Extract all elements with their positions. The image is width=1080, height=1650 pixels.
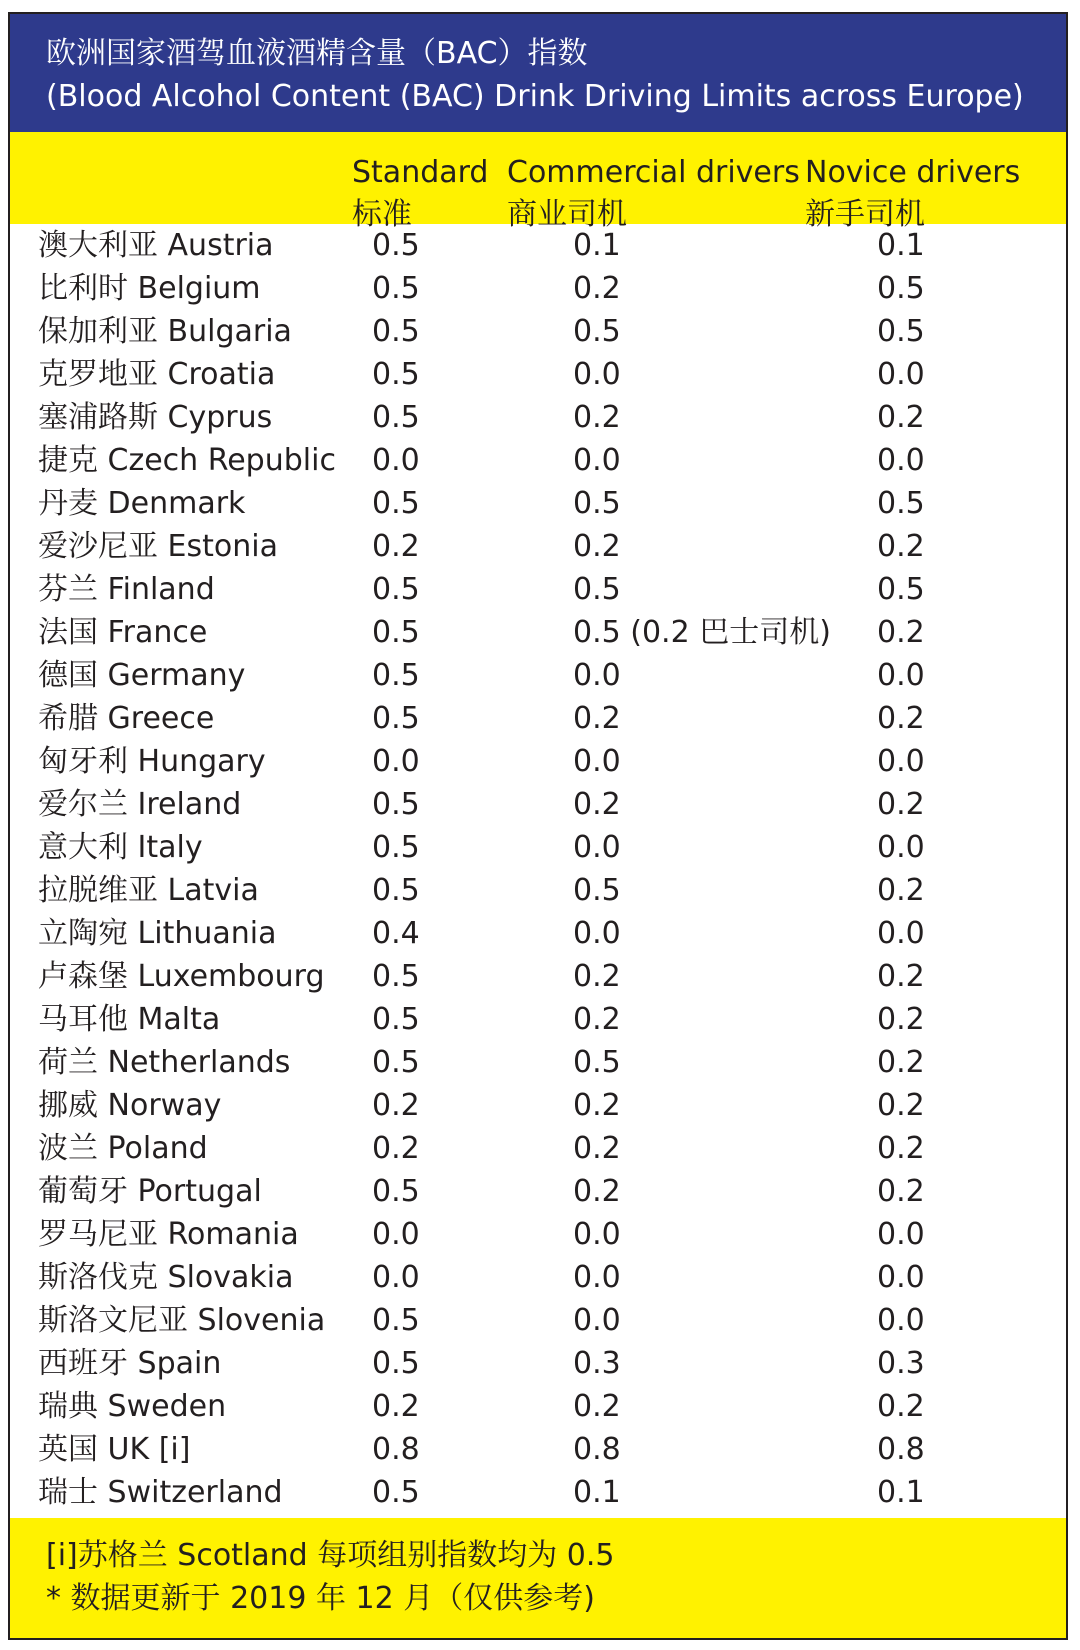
novice-cell: 0.0 bbox=[877, 744, 925, 779]
standard-cell: 0.2 bbox=[372, 1389, 420, 1424]
country-cell: 荷兰 Netherlands bbox=[38, 1045, 291, 1080]
country-cell: 斯洛文尼亚 Slovenia bbox=[38, 1303, 326, 1338]
standard-cell: 0.0 bbox=[372, 1217, 420, 1252]
commercial-cell: 0.5 bbox=[573, 1045, 621, 1080]
standard-cell: 0.5 bbox=[372, 271, 420, 306]
country-cell: 瑞典 Sweden bbox=[38, 1389, 227, 1424]
novice-cell: 0.2 bbox=[877, 400, 925, 435]
standard-cell: 0.5 bbox=[372, 1346, 420, 1381]
standard-cell: 0.5 bbox=[372, 787, 420, 822]
novice-cell: 0.5 bbox=[877, 572, 925, 607]
bac-table-card bbox=[8, 12, 1068, 1640]
commercial-cell: 0.0 bbox=[573, 357, 621, 392]
novice-cell: 0.5 bbox=[877, 271, 925, 306]
commercial-cell: 0.2 bbox=[573, 1002, 621, 1037]
country-cell: 瑞士 Switzerland bbox=[38, 1475, 283, 1510]
standard-cell: 0.5 bbox=[372, 400, 420, 435]
standard-cell: 0.5 bbox=[372, 873, 420, 908]
standard-cell: 0.0 bbox=[372, 744, 420, 779]
country-cell: 英国 UK [i] bbox=[38, 1432, 191, 1467]
table-row bbox=[10, 1256, 1066, 1299]
standard-cell: 0.5 bbox=[372, 615, 420, 650]
country-cell: 澳大利亚 Austria bbox=[38, 228, 274, 263]
novice-cell: 0.0 bbox=[877, 1260, 925, 1295]
country-cell: 芬兰 Finland bbox=[38, 572, 215, 607]
novice-cell: 0.3 bbox=[877, 1346, 925, 1381]
title-chinese: 欧洲国家酒驾血液酒精含量（BAC）指数 bbox=[46, 36, 588, 71]
standard-cell: 0.5 bbox=[372, 486, 420, 521]
table-row bbox=[10, 353, 1066, 396]
country-cell: 克罗地亚 Croatia bbox=[38, 357, 276, 392]
standard-cell: 0.5 bbox=[372, 357, 420, 392]
novice-cell: 0.2 bbox=[877, 701, 925, 736]
country-cell: 意大利 Italy bbox=[38, 830, 203, 865]
novice-cell: 0.0 bbox=[877, 1217, 925, 1252]
commercial-cell: 0.2 bbox=[573, 1088, 621, 1123]
column-header-commercial-zh: 商业司机 bbox=[507, 197, 627, 232]
table-row bbox=[10, 654, 1066, 697]
standard-cell: 0.2 bbox=[372, 1131, 420, 1166]
country-cell: 西班牙 Spain bbox=[38, 1346, 222, 1381]
commercial-cell: 0.5 bbox=[573, 314, 621, 349]
column-header-standard-en: Standard bbox=[352, 155, 489, 190]
table-row bbox=[10, 1041, 1066, 1084]
commercial-cell: 0.2 bbox=[573, 271, 621, 306]
table-row bbox=[10, 611, 1066, 654]
standard-cell: 0.0 bbox=[372, 443, 420, 478]
novice-cell: 0.2 bbox=[877, 787, 925, 822]
standard-cell: 0.5 bbox=[372, 959, 420, 994]
table-row bbox=[10, 998, 1066, 1041]
table-row bbox=[10, 1471, 1066, 1514]
table-row bbox=[10, 697, 1066, 740]
standard-cell: 0.5 bbox=[372, 572, 420, 607]
novice-cell: 0.2 bbox=[877, 1002, 925, 1037]
commercial-cell: 0.5 bbox=[573, 572, 621, 607]
novice-cell: 0.2 bbox=[877, 1088, 925, 1123]
country-cell: 马耳他 Malta bbox=[38, 1002, 221, 1037]
country-cell: 法国 France bbox=[38, 615, 208, 650]
commercial-cell: 0.2 bbox=[573, 787, 621, 822]
table-row bbox=[10, 224, 1066, 267]
column-header-commercial-en: Commercial drivers bbox=[507, 155, 800, 190]
commercial-cell: 0.0 bbox=[573, 916, 621, 951]
standard-cell: 0.5 bbox=[372, 228, 420, 263]
standard-cell: 0.5 bbox=[372, 1475, 420, 1510]
column-header-row bbox=[10, 132, 1066, 232]
novice-cell: 0.2 bbox=[877, 1389, 925, 1424]
table-row bbox=[10, 1385, 1066, 1428]
novice-cell: 0.0 bbox=[877, 443, 925, 478]
standard-cell: 0.8 bbox=[372, 1432, 420, 1467]
table-row bbox=[10, 1170, 1066, 1213]
table-body bbox=[10, 224, 1066, 1514]
standard-cell: 0.2 bbox=[372, 1088, 420, 1123]
standard-cell: 0.5 bbox=[372, 1002, 420, 1037]
commercial-cell: 0.0 bbox=[573, 443, 621, 478]
table-row bbox=[10, 869, 1066, 912]
novice-cell: 0.0 bbox=[877, 357, 925, 392]
novice-cell: 0.0 bbox=[877, 830, 925, 865]
country-cell: 葡萄牙 Portugal bbox=[38, 1174, 262, 1209]
standard-cell: 0.5 bbox=[372, 658, 420, 693]
novice-cell: 0.5 bbox=[877, 486, 925, 521]
table-row bbox=[10, 1127, 1066, 1170]
country-cell: 罗马尼亚 Romania bbox=[38, 1217, 299, 1252]
novice-cell: 0.2 bbox=[877, 529, 925, 564]
novice-cell: 0.1 bbox=[877, 228, 925, 263]
country-cell: 德国 Germany bbox=[38, 658, 246, 693]
standard-cell: 0.5 bbox=[372, 701, 420, 736]
country-cell: 爱尔兰 Ireland bbox=[38, 787, 242, 822]
country-cell: 捷克 Czech Republic bbox=[38, 443, 336, 478]
country-cell: 爱沙尼亚 Estonia bbox=[38, 529, 278, 564]
country-cell: 希腊 Greece bbox=[38, 701, 215, 736]
country-cell: 立陶宛 Lithuania bbox=[38, 916, 277, 951]
country-cell: 塞浦路斯 Cyprus bbox=[38, 400, 273, 435]
table-row bbox=[10, 1084, 1066, 1127]
table-row bbox=[10, 1213, 1066, 1256]
novice-cell: 0.5 bbox=[877, 314, 925, 349]
title-english: (Blood Alcohol Content (BAC) Drink Driving Limits across Europe) bbox=[46, 79, 1024, 114]
country-cell: 拉脱维亚 Latvia bbox=[38, 873, 259, 908]
table-row bbox=[10, 1342, 1066, 1385]
novice-cell: 0.2 bbox=[877, 959, 925, 994]
commercial-cell: 0.8 bbox=[573, 1432, 621, 1467]
table-row bbox=[10, 1428, 1066, 1471]
standard-cell: 0.5 bbox=[372, 1174, 420, 1209]
novice-cell: 0.1 bbox=[877, 1475, 925, 1510]
country-cell: 斯洛伐克 Slovakia bbox=[38, 1260, 294, 1295]
commercial-cell: 0.0 bbox=[573, 830, 621, 865]
country-cell: 挪威 Norway bbox=[38, 1088, 222, 1123]
novice-cell: 0.8 bbox=[877, 1432, 925, 1467]
standard-cell: 0.0 bbox=[372, 1260, 420, 1295]
commercial-cell: 0.2 bbox=[573, 959, 621, 994]
country-cell: 丹麦 Denmark bbox=[38, 486, 246, 521]
table-row bbox=[10, 525, 1066, 568]
commercial-cell: 0.0 bbox=[573, 744, 621, 779]
table-row bbox=[10, 267, 1066, 310]
table-row bbox=[10, 439, 1066, 482]
novice-cell: 0.2 bbox=[877, 1131, 925, 1166]
commercial-cell: 0.2 bbox=[573, 701, 621, 736]
table-row bbox=[10, 568, 1066, 611]
novice-cell: 0.2 bbox=[877, 615, 925, 650]
commercial-cell: 0.2 bbox=[573, 1131, 621, 1166]
column-header-novice-en: Novice drivers bbox=[805, 155, 1021, 190]
commercial-cell: 0.2 bbox=[573, 529, 621, 564]
table-row bbox=[10, 482, 1066, 525]
commercial-cell: 0.2 bbox=[573, 1389, 621, 1424]
commercial-cell: 0.0 bbox=[573, 1260, 621, 1295]
commercial-cell: 0.3 bbox=[573, 1346, 621, 1381]
table-row bbox=[10, 740, 1066, 783]
commercial-cell: 0.0 bbox=[573, 1217, 621, 1252]
commercial-cell: 0.0 bbox=[573, 1303, 621, 1338]
novice-cell: 0.2 bbox=[877, 873, 925, 908]
country-cell: 匈牙利 Hungary bbox=[38, 744, 266, 779]
commercial-cell: 0.1 bbox=[573, 228, 621, 263]
novice-cell: 0.2 bbox=[877, 1174, 925, 1209]
column-header-standard-zh: 标准 bbox=[352, 197, 412, 232]
column-header-novice-zh: 新手司机 bbox=[805, 197, 925, 232]
standard-cell: 0.5 bbox=[372, 830, 420, 865]
country-cell: 卢森堡 Luxembourg bbox=[38, 959, 325, 994]
commercial-cell: 0.5 bbox=[573, 873, 621, 908]
country-cell: 比利时 Belgium bbox=[38, 271, 261, 306]
table-row bbox=[10, 912, 1066, 955]
commercial-cell: 0.5 (0.2 巴士司机) bbox=[573, 615, 831, 650]
country-cell: 保加利亚 Bulgaria bbox=[38, 314, 292, 349]
table-row bbox=[10, 955, 1066, 998]
country-cell: 波兰 Poland bbox=[38, 1131, 208, 1166]
novice-cell: 0.0 bbox=[877, 1303, 925, 1338]
standard-cell: 0.5 bbox=[372, 314, 420, 349]
commercial-cell: 0.2 bbox=[573, 1174, 621, 1209]
standard-cell: 0.5 bbox=[372, 1045, 420, 1080]
novice-cell: 0.0 bbox=[877, 658, 925, 693]
novice-cell: 0.2 bbox=[877, 1045, 925, 1080]
standard-cell: 0.4 bbox=[372, 916, 420, 951]
commercial-cell: 0.0 bbox=[573, 658, 621, 693]
table-row bbox=[10, 1299, 1066, 1342]
standard-cell: 0.2 bbox=[372, 529, 420, 564]
table-row bbox=[10, 826, 1066, 869]
footnote-update-date: * 数据更新于 2019 年 12 月（仅供参考) bbox=[46, 1581, 595, 1616]
title-banner bbox=[10, 14, 1066, 132]
footer-notes bbox=[10, 1518, 1066, 1638]
commercial-cell: 0.5 bbox=[573, 486, 621, 521]
table-row bbox=[10, 310, 1066, 353]
footnote-scotland: [i]苏格兰 Scotland 每项组别指数均为 0.5 bbox=[46, 1538, 615, 1573]
novice-cell: 0.0 bbox=[877, 916, 925, 951]
commercial-cell: 0.1 bbox=[573, 1475, 621, 1510]
commercial-cell: 0.2 bbox=[573, 400, 621, 435]
standard-cell: 0.5 bbox=[372, 1303, 420, 1338]
table-row bbox=[10, 783, 1066, 826]
table-row bbox=[10, 396, 1066, 439]
